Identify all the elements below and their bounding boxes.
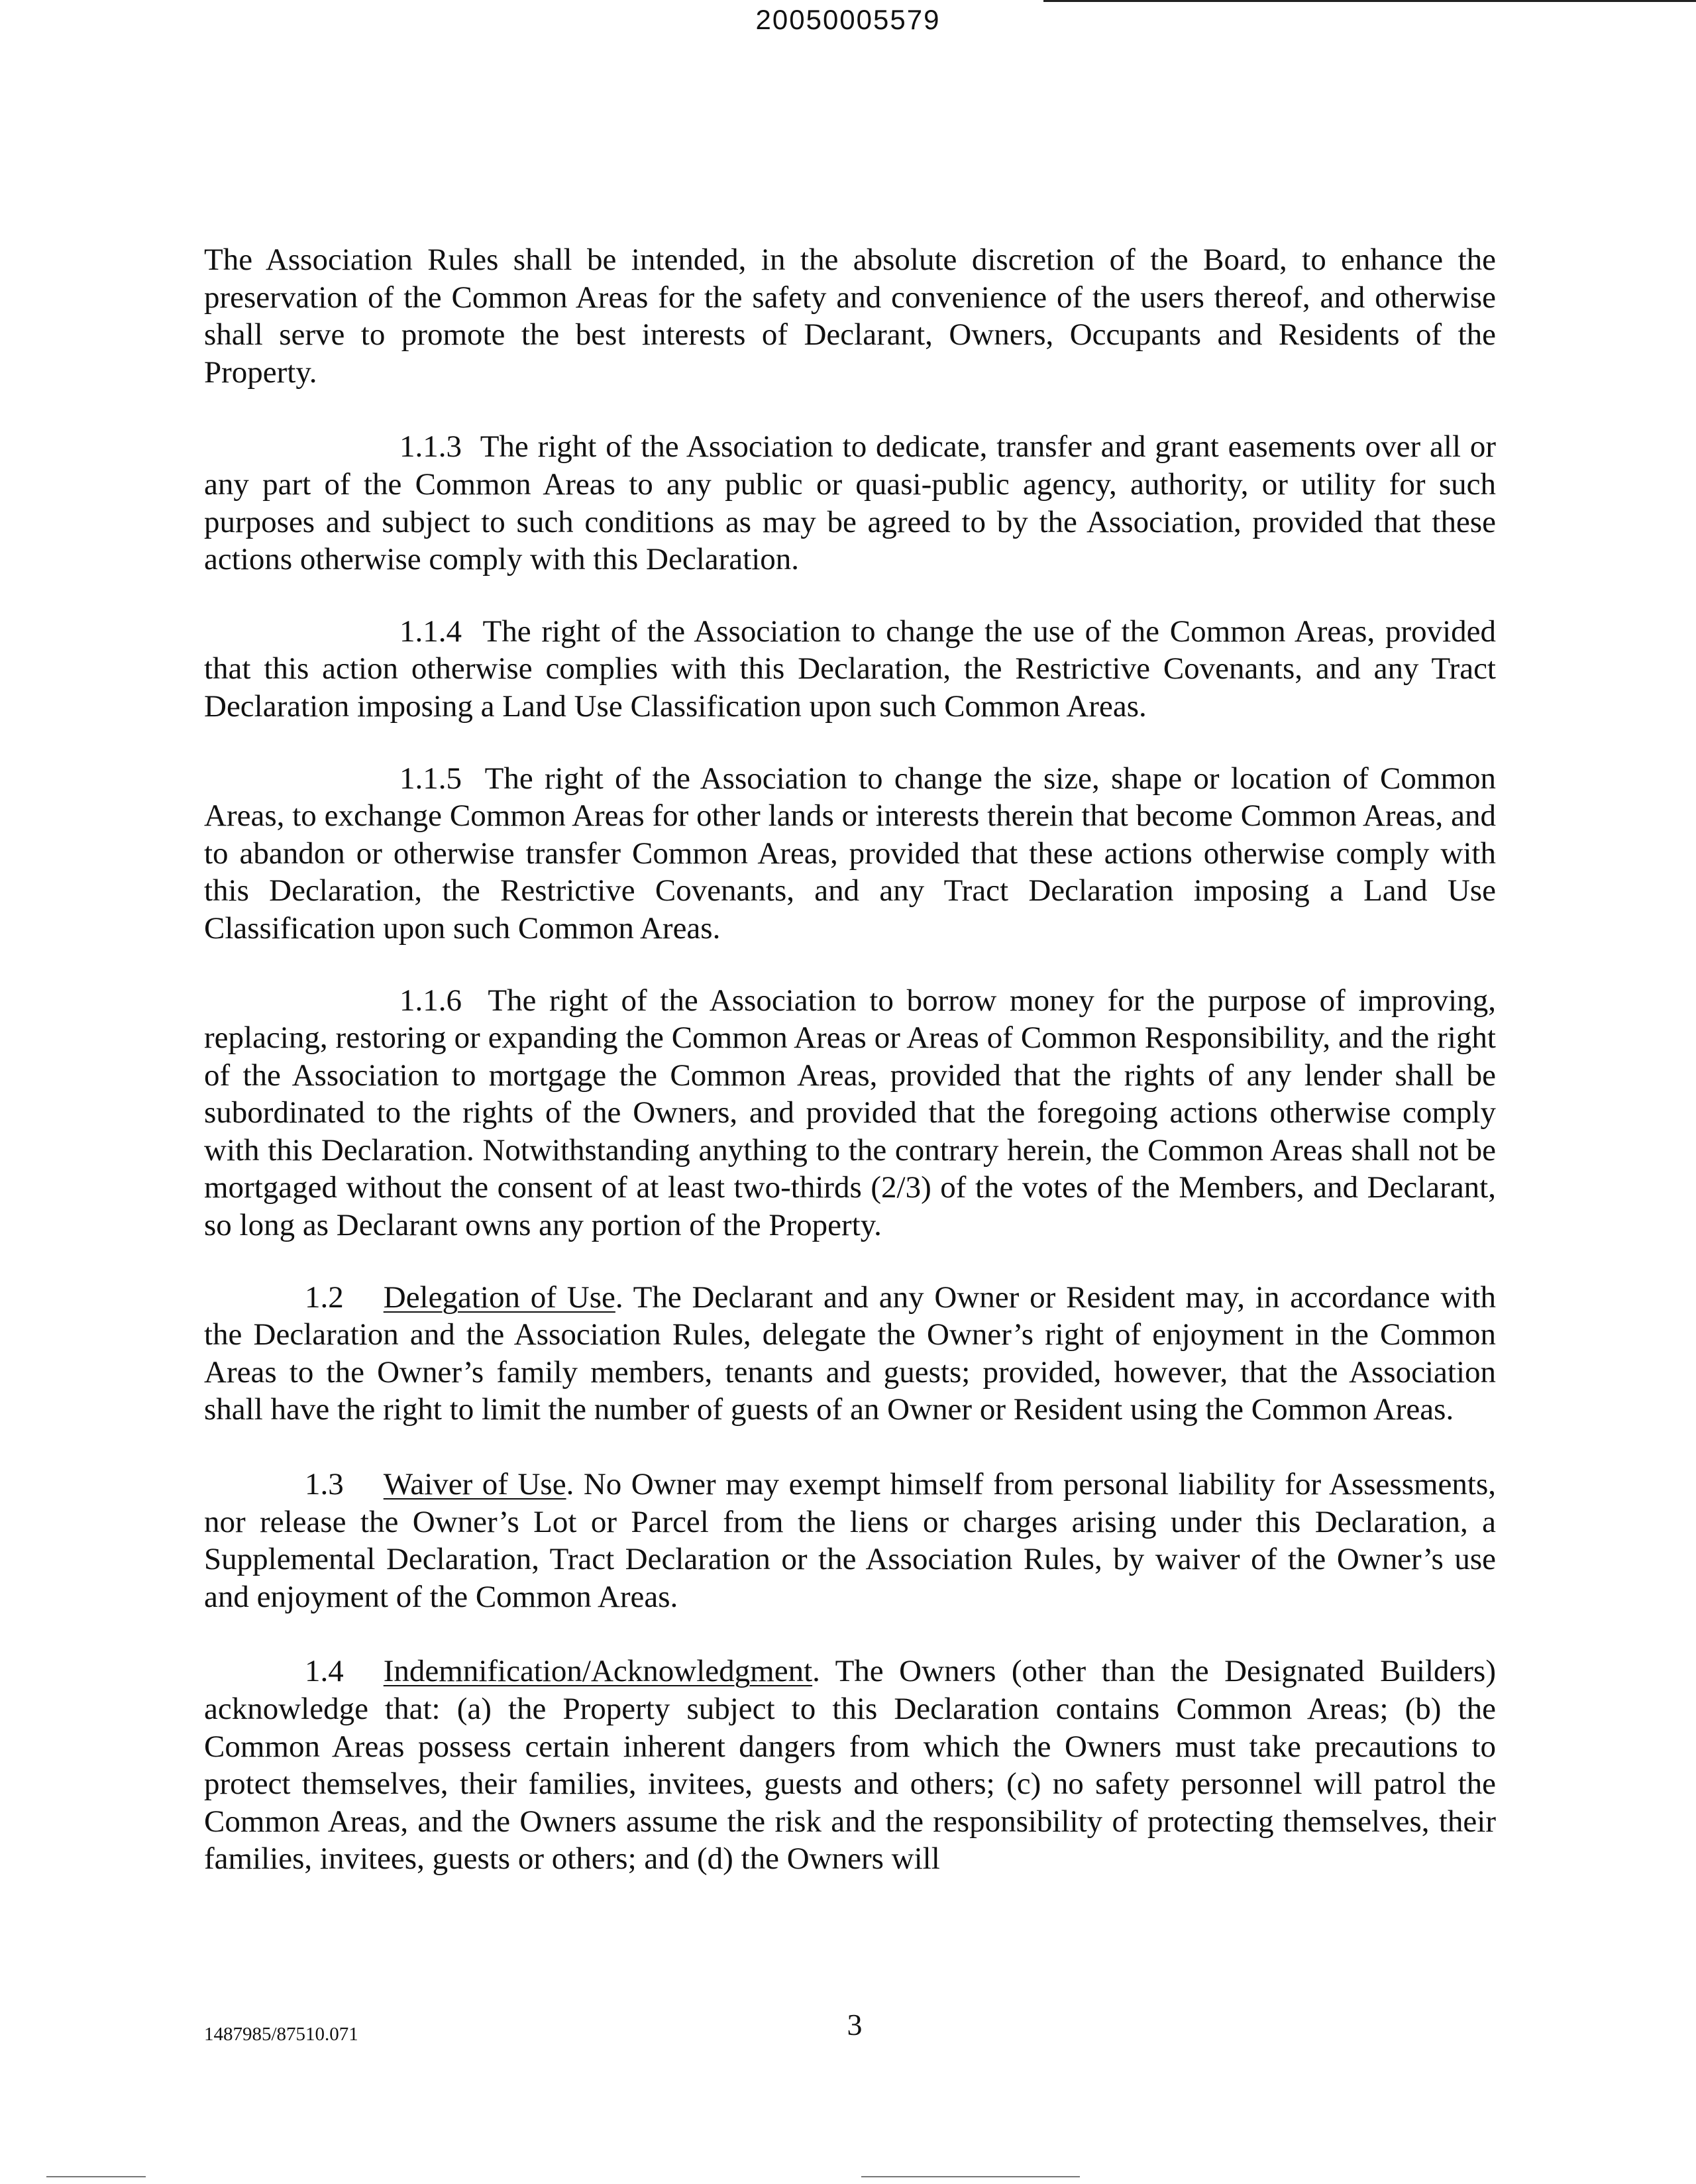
section-number: 1.1.3	[399, 429, 462, 464]
section-number: 1.1.5	[399, 761, 462, 796]
recording-number: 20050005579	[755, 4, 941, 35]
paragraph-1-1-5	[204, 760, 1496, 948]
paragraph-text: The right of the Association to dedicate, transfer and grant easements over all or any part of the Common Areas to any public or quasi-public agency, authority, or utility for such purposes and subject to such conditions as may be agreed to by the Association, provided that these actions otherwise comply with this Declaration.	[204, 429, 1496, 577]
header-rule	[1043, 0, 1696, 2]
section-number: 1.1.6	[399, 983, 462, 1018]
paragraph-text: . No Owner may exempt himself from personal liability for Assessments, nor release the Owner’s Lot or Parcel from the liens or charges arising under this Declaration, a Supplemental Declaration, Tract Declaration or the Association Rules, by waiver of the Owner’s use and enjoyment of the Common Areas.	[204, 1467, 1496, 1614]
paragraph-text: The right of the Association to change the use of the Common Areas, provided that this action otherwise complies with this Declaration, the Restrictive Covenants, and any Tract Declaration imposing a Land Use Classification upon such Common Areas.	[204, 614, 1497, 724]
scan-artifact	[46, 2176, 146, 2177]
paragraph-text: . The Owners (other than the Designated Builders) acknowledge that: (a) the Property subject to this Declaration contains Common Areas; (b) the Common Areas possess certain inherent dangers from which the Owners must take precautions to protect themselves, their families, invitees, guests and others; (c) no safety personnel will patrol the Common Areas, and the Owners assume the risk and the responsibility of protecting themselves, their families, invitees, guests or others; and (d) the Owners will	[204, 1654, 1496, 1877]
section-number: 1.3	[305, 1467, 344, 1502]
page-number: 3	[847, 2008, 863, 2042]
paragraph-text: The right of the Association to change the size, shape or location of Common Areas, to exchange Common Areas for other lands or interests therein that become Common Areas, and to abandon or otherwise transfer Common Areas, provided that these actions otherwise comply with this Declaration, the Restrictive Covenants, and any Tract Declaration imposing a Land Use Classification upon such Common Areas.	[204, 761, 1497, 946]
paragraph-1-1-4	[204, 613, 1496, 726]
paragraph-1-3	[204, 1466, 1496, 1615]
section-number: 1.1.4	[399, 614, 462, 649]
document-id: 1487985/87510.071	[204, 2024, 358, 2045]
document-body	[204, 241, 1496, 1915]
paragraph-1-2	[204, 1279, 1496, 1429]
paragraph-1-1-3	[204, 428, 1496, 578]
section-heading: Indemnification/Acknowledgment	[383, 1654, 813, 1689]
paragraph-1-4	[204, 1653, 1496, 1878]
paragraph-text: The right of the Association to borrow money for the purpose of improving, replacing, restoring or expanding the Common Areas or Areas of Common Responsibility, and the right of the Association to mortgage the Common Areas, provided that the rights of any lender shall be subordinated to the rights of the Owners, and provided that the foregoing actions otherwise comply with this Declaration. Notwithstanding anything to the contrary herein, the Common Areas shall not be mortgaged without the consent of at least two-thirds (2/3) of the votes of the Members, and Declarant, so long as Declarant owns any portion of the Property.	[204, 983, 1496, 1243]
paragraph-text: . The Declarant and any Owner or Resident may, in accordance with the Declaration and the Association Rules, delegate the Owner’s right of enjoyment in the Common Areas to the Owner’s family members, tenants and guests; provided, however, that the Association shall have the right to limit the number of guests of an Owner or Resident using the Common Areas.	[204, 1280, 1496, 1427]
scan-artifact	[861, 2176, 1080, 2177]
section-number: 1.4	[305, 1654, 344, 1689]
paragraph-intro: The Association Rules shall be intended, in the absolute discretion of the Board, to enhance the preservation of the Common Areas for the safety and convenience of the users thereof, and otherwise shall serve to promote the best interests of Declarant, Owners, Occupants and Residents of the Property.	[204, 243, 1496, 390]
paragraph-1-1-6	[204, 982, 1496, 1244]
section-heading: Delegation of Use	[383, 1280, 615, 1315]
section-number: 1.2	[305, 1280, 344, 1315]
section-heading: Waiver of Use	[383, 1467, 566, 1502]
